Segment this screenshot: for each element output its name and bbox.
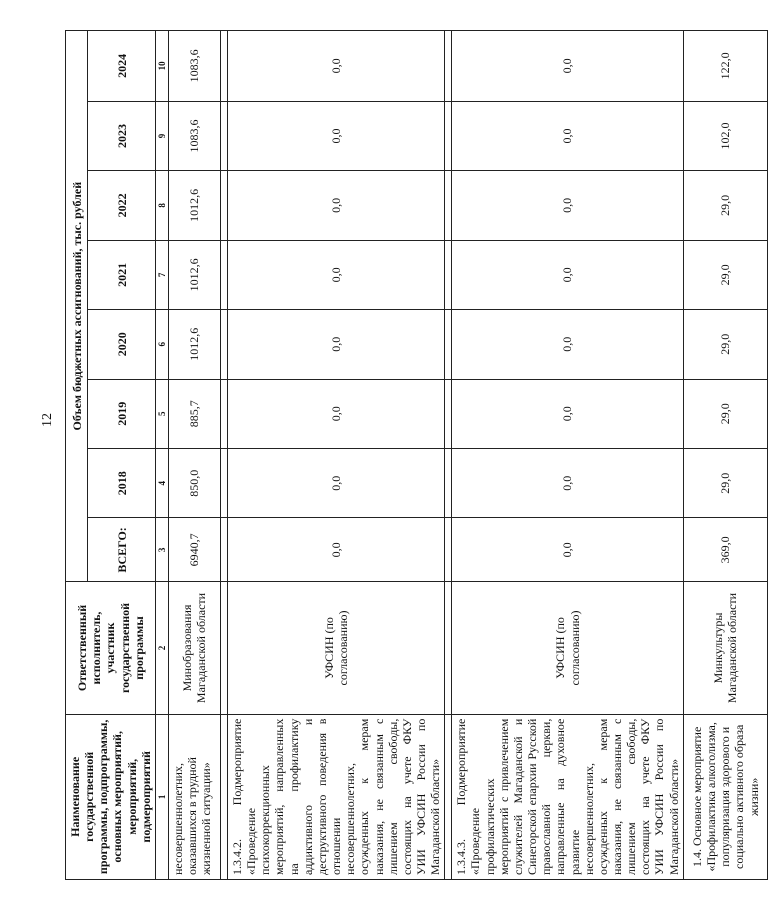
row-value: 0,0: [452, 101, 684, 170]
row-total: 6940,7: [168, 518, 220, 582]
total-column-header: ВСЕГО:: [88, 518, 155, 582]
column-number: 7: [155, 240, 168, 309]
row-value: 29,0: [683, 448, 767, 517]
table-row: [168, 31, 220, 880]
row-value: 1083,6: [168, 31, 220, 102]
column-number: 4: [155, 448, 168, 517]
year-header: 2024: [88, 31, 155, 102]
rotated-table-wrapper: [65, 30, 761, 880]
budget-group-header: Объем бюджетных ассигнований, тыс. рублей: [66, 31, 88, 582]
column-number: 2: [155, 582, 168, 714]
row-value: 0,0: [452, 448, 684, 517]
row-value: 29,0: [683, 310, 767, 379]
row-value: 122,0: [683, 31, 767, 102]
column-number: 5: [155, 379, 168, 448]
row-value: 885,7: [168, 379, 220, 448]
table-row: [452, 31, 684, 880]
row-value: 29,0: [683, 379, 767, 448]
row-value: 0,0: [227, 310, 444, 379]
year-header: 2021: [88, 240, 155, 309]
row-name: несовершеннолетних, оказавшихся в трудной жизненной ситуации»: [168, 714, 220, 879]
executor-column-header: Ответственный исполнитель, участник государственной программы: [66, 582, 156, 714]
budget-table: [65, 30, 768, 880]
row-executor: УФСИН (по согласованию): [227, 582, 444, 714]
row-total: 0,0: [452, 518, 684, 582]
row-value: 0,0: [227, 171, 444, 240]
column-number-row: [155, 31, 168, 880]
column-number: 10: [155, 31, 168, 102]
row-separator: [445, 31, 452, 880]
row-value: 850,0: [168, 448, 220, 517]
row-value: 1083,6: [168, 101, 220, 170]
year-header: 2023: [88, 101, 155, 170]
row-value: 0,0: [452, 240, 684, 309]
year-header: 2019: [88, 379, 155, 448]
row-name: 1.3.4.3. Подмероприятие «Проведение профилактических мероприятий с привлечением служителей Магаданской и Синегорской епархии Русской православной церкви, направленные на духовное развитие несовершеннолетних, осужденных к мерам наказания, не связанным с лишением свободы, состоящих на учете ФКУ УИИ УФСИН России по Магаданской области»: [452, 714, 684, 879]
row-value: 0,0: [452, 31, 684, 102]
row-total: 369,0: [683, 518, 767, 582]
row-value: 0,0: [227, 101, 444, 170]
column-number: 3: [155, 518, 168, 582]
row-value: 0,0: [452, 310, 684, 379]
row-value: 0,0: [227, 448, 444, 517]
column-number: 9: [155, 101, 168, 170]
row-value: 0,0: [227, 31, 444, 102]
table-row: [683, 31, 767, 880]
rotated-page-area: [65, 30, 761, 880]
column-number: 8: [155, 171, 168, 240]
column-number: 1: [155, 714, 168, 879]
row-separator: [220, 31, 227, 880]
table-row: [227, 31, 444, 880]
year-header: 2022: [88, 171, 155, 240]
row-value: 29,0: [683, 240, 767, 309]
row-value: 0,0: [227, 240, 444, 309]
page-number: 12: [40, 413, 55, 427]
row-name: 1.4. Основное мероприятие «Профилактика алкоголизма, популяризация здорового и социально активного образа жизни»: [683, 714, 767, 879]
row-name: 1.3.4.2. Подмероприятие «Проведение психокоррекционных мероприятий, направленных на профилактику аддиктивного и деструктивного поведения в отношении несовершеннолетних, осужденных к мерам наказания, не связанным с лишением свободы, состоящих на учете ФКУ УИИ УФСИН России по Магаданской области»: [227, 714, 444, 879]
header-row-group: [66, 31, 88, 880]
row-value: 1012,6: [168, 310, 220, 379]
year-header: 2018: [88, 448, 155, 517]
name-column-header: Наименование государственной программы, подпрограммы, основных мероприятий, мероприятий, подмероприятий: [66, 714, 156, 879]
row-value: 1012,6: [168, 240, 220, 309]
row-total: 0,0: [227, 518, 444, 582]
year-header: 2020: [88, 310, 155, 379]
row-value: 0,0: [452, 171, 684, 240]
row-value: 1012,6: [168, 171, 220, 240]
row-value: 0,0: [452, 379, 684, 448]
column-number: 6: [155, 310, 168, 379]
row-executor: Минкультуры Магаданской области: [683, 582, 767, 714]
row-value: 29,0: [683, 171, 767, 240]
row-value: 102,0: [683, 101, 767, 170]
row-value: 0,0: [227, 379, 444, 448]
row-executor: Минобразования Магаданской области: [168, 582, 220, 714]
row-executor: УФСИН (по согласованию): [452, 582, 684, 714]
